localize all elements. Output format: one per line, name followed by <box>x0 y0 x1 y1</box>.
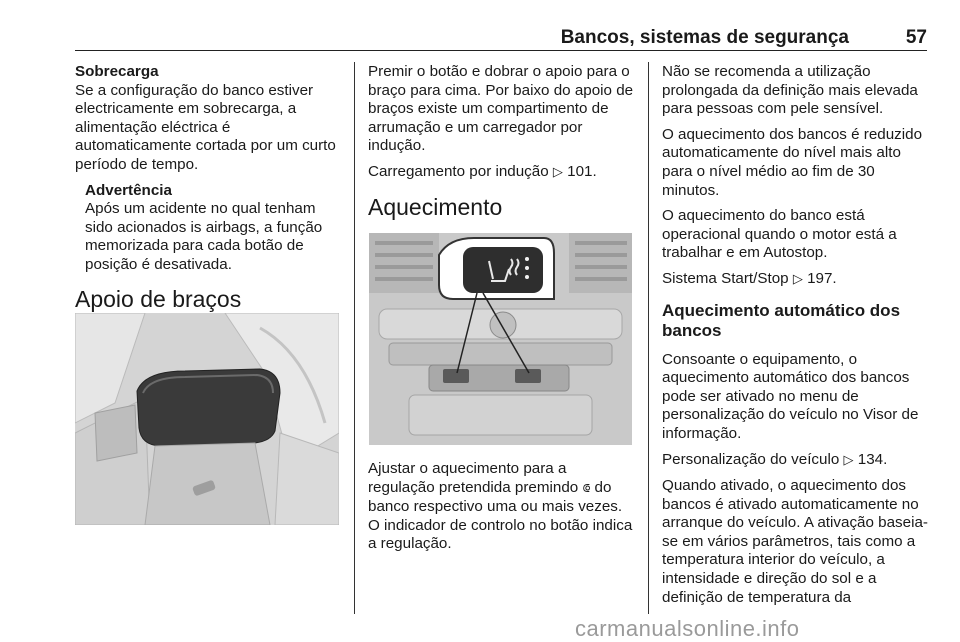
paragraph: Premir o botão e dobrar o apoio para o braço para cima. Por baixo do apoio de braços existe um compartimento de arrumação e um carregador por indução. <box>368 63 634 155</box>
section-heading-heating: Aquecimento <box>368 193 503 220</box>
watermark: carmanualsonline.info <box>575 616 800 641</box>
cross-reference <box>368 163 634 183</box>
paragraph-part: Ajustar o aquecimento para a regulação pretendida premindo <box>368 460 579 496</box>
cross-reference-text: Personalização do veículo <box>662 450 840 468</box>
paragraph: Não se recomenda a utilização prolongada da definição mais elevada para pessoas com pele sensível. <box>662 63 918 118</box>
column-2-lower <box>368 460 634 561</box>
page-number: 57 <box>905 27 927 48</box>
cross-reference <box>662 451 928 471</box>
header-rule <box>75 50 927 51</box>
paragraph: Se a configuração do banco estiver electricamente em sobrecarga, a alimentação eléctrica é automaticamente cortada por um curto período de tempo. <box>75 81 336 173</box>
seat-heating-icon: ⟃ <box>582 480 591 496</box>
paragraph-heating-instructions <box>368 460 634 554</box>
warning-title: Advertência <box>85 181 172 199</box>
arrow-reference-icon: ▷ <box>843 452 854 468</box>
armrest-drawing <box>75 313 339 525</box>
section-heading-armrest: Apoio de braços <box>75 285 242 312</box>
paragraph-part: do banco respectivo uma ou mais vezes. O indicador de controlo no botão indica a regulação. <box>368 478 633 553</box>
cross-reference-text: Sistema Start/Stop <box>662 269 789 287</box>
warning-text: Após um acidente no qual tenham sido acionados is airbags, a função memorizada para cada botão de posição é desativada. <box>85 200 323 273</box>
seat-heating-illustration <box>369 233 632 445</box>
column-divider <box>648 62 649 614</box>
heating-panel-drawing <box>369 233 632 445</box>
paragraph: Consoante o equipamento, o aquecimento automático dos bancos pode ser ativado no menu de personalização do veículo no Visor de informação. <box>662 350 919 442</box>
cross-reference-page: 134. <box>857 450 888 468</box>
cross-reference-page: 197. <box>807 269 837 287</box>
page-header <box>75 27 927 49</box>
column-1 <box>75 63 341 324</box>
cross-reference <box>662 270 928 290</box>
paragraph: Quando ativado, o aquecimento dos bancos é ativado automaticamente no arranque do veículo. A ativação baseia-se em vários parâmetros, tais como a temperatura interior do veículo, a intensidade e direção do sol e a definição de temperatura da <box>662 477 928 606</box>
section-heading-auto-heating: Aquecimento automático dos bancos <box>662 300 901 340</box>
warning-block <box>75 182 341 275</box>
arrow-reference-icon: ▷ <box>792 271 803 287</box>
paragraph: O aquecimento dos bancos é reduzido automaticamente do nível mais alto para o nível médio ao fim de 30 minutos. <box>662 125 923 199</box>
column-2 <box>368 63 634 232</box>
arrow-reference-icon: ▷ <box>552 164 563 180</box>
cross-reference-text: Carregamento por indução <box>368 162 549 180</box>
column-3 <box>662 63 928 614</box>
header-title: Bancos, sistemas de segurança <box>560 27 849 48</box>
armrest-illustration <box>75 313 339 525</box>
column-divider <box>354 62 355 614</box>
paragraph: O aquecimento do banco está operacional quando o motor está a trabalhar e em Autostop. <box>662 207 897 262</box>
cross-reference-page: 101. <box>567 162 597 180</box>
subheading-sobrecarga: Sobrecarga <box>75 63 159 80</box>
